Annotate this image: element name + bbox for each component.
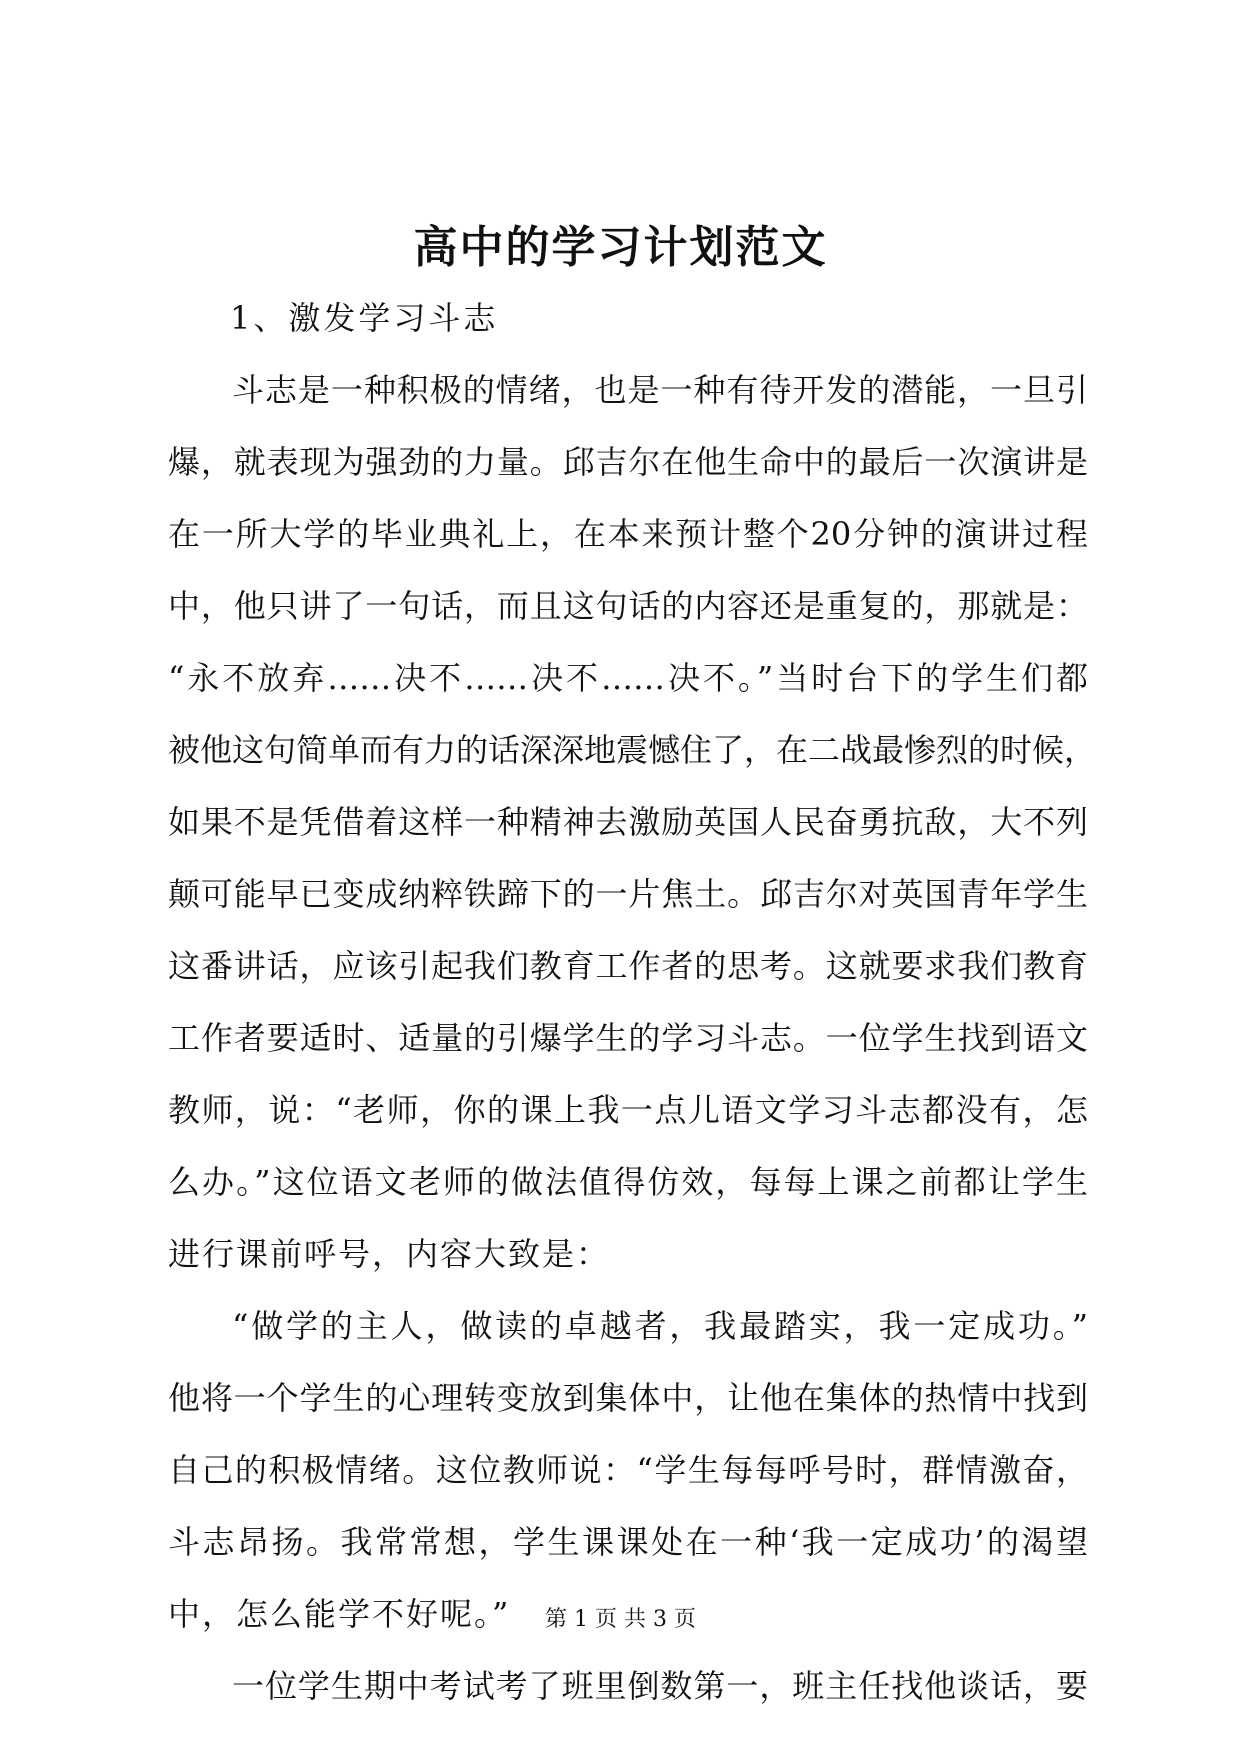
text-line: 进行课前呼号，内容大致是：	[168, 1235, 611, 1273]
text-line: 斗志昂扬。我常常想，学生课课处在一种‘我一定成功’的渴望	[168, 1523, 1088, 1561]
text-line: 工作者要适时、适量的引爆学生的学习斗志。一位学生找到语文	[168, 1019, 1088, 1057]
text-line: “永不放弃……决不……决不……决不。”当时台下的学生们都	[168, 659, 1088, 697]
text-line: 被他这句简单而有力的话深深地震憾住了，在二战最惨烈的时候，	[168, 731, 1097, 769]
text-line: 中，他只讲了一句话，而且这句话的内容还是重复的，那就是：	[168, 587, 1088, 625]
text-line: 中，怎么能学不好呢。”	[168, 1595, 511, 1633]
section-heading: 1、激发学习斗志	[230, 299, 499, 337]
text-line: 如果不是凭借着这样一种精神去激励英国人民奋勇抗敌，大不列	[168, 803, 1088, 841]
text-line: 自己的积极情绪。这位教师说：“学生每每呼号时，群情激奋，	[168, 1451, 1088, 1489]
text-line: 么办。”这位语文老师的做法值得仿效，每每上课之前都让学生	[168, 1163, 1088, 1201]
text-line: 这番讲话，应该引起我们教育工作者的思考。这就要求我们教育	[168, 947, 1088, 985]
text-line: 教师，说：“老师，你的课上我一点儿语文学习斗志都没有，怎	[168, 1091, 1088, 1129]
quote-line: “做学的主人，做读的卓越者，我最踏实，我一定成功。”	[232, 1307, 1088, 1345]
text-line: 颠可能早已变成纳粹铁蹄下的一片焦土。邱吉尔对英国青年学生	[168, 875, 1088, 913]
text-line: 在一所大学的毕业典礼上，在本来预计整个20分钟的演讲过程	[168, 515, 1088, 553]
text-line: 斗志是一种积极的情绪，也是一种有待开发的潜能，一旦引	[232, 371, 1088, 409]
page-footer: 第 1 页 共 3 页	[545, 1607, 696, 1632]
text-line: 他将一个学生的心理转变放到集体中，让他在集体的热情中找到	[168, 1379, 1088, 1417]
text-line: 爆，就表现为强劲的力量。邱吉尔在他生命中的最后一次演讲是	[168, 443, 1088, 481]
body-text	[168, 354, 1097, 1722]
text-line: 一位学生期中考试考了班里倒数第一，班主任找他谈话，要	[232, 1667, 1088, 1705]
document-title: 高中的学习计划范文	[413, 222, 828, 273]
